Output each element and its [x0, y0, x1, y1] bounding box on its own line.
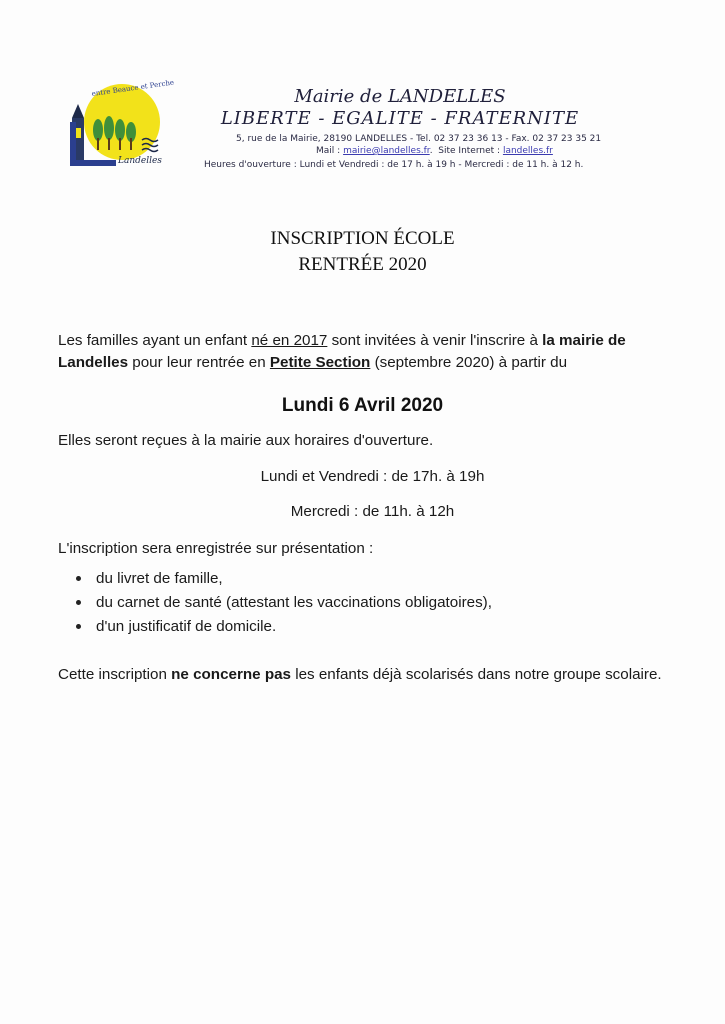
- closing-paragraph: [58, 664, 670, 686]
- list-item-text: d'un justificatif de domicile.: [96, 618, 277, 635]
- intro-text-2: sont invitées à venir l'inscrire à: [327, 332, 543, 349]
- intro-text-1: Les familles ayant un enfant: [58, 332, 252, 349]
- document-title: INSCRIPTION ÉCOLE: [270, 228, 455, 249]
- mairie-contact: Mail : mairie@landelles.fr. Site Internet : landelles.fr: [316, 146, 553, 156]
- bullet-icon: [76, 600, 81, 605]
- reception-text: Elles seront reçues à la mairie aux horaires d'ouverture.: [58, 432, 434, 449]
- mail-link[interactable]: mairie@landelles.fr: [343, 146, 430, 156]
- bullet-icon: [76, 624, 81, 629]
- hours-wednesday: Mercredi : de 11h. à 12h: [290, 503, 455, 520]
- opening-hours-header: Heures d'ouverture : Lundi et Vendredi : de 17 h. à 19 h - Mercredi : de 11 h. à 12 h.: [204, 160, 584, 170]
- mail-label: Mail :: [316, 146, 341, 156]
- closing-text-1: Cette inscription: [58, 666, 172, 683]
- logo-arc-text: entre Beauce et Perche: [91, 78, 175, 98]
- list-item: [74, 591, 492, 615]
- document-subtitle: RENTRÉE 2020: [298, 254, 427, 275]
- required-documents-list: [74, 567, 492, 639]
- site-link[interactable]: landelles.fr: [502, 146, 553, 156]
- logo-wordmark: Landelles: [118, 156, 162, 166]
- section-emphasis: Petite Section: [269, 354, 371, 371]
- exclusion-emphasis: ne concerne pas: [171, 666, 291, 683]
- site-label: Site Internet :: [438, 146, 501, 156]
- republic-motto: LIBERTE - EGALITE - FRATERNITE: [220, 108, 580, 129]
- registration-date: Lundi 6 Avril 2020: [281, 395, 444, 416]
- mairie-emphasis: la mairie de Landelles: [58, 332, 626, 371]
- hours-monday-friday: Lundi et Vendredi : de 17h. à 19h: [260, 468, 485, 485]
- landelles-logo: [62, 78, 192, 178]
- mairie-title: Mairie de LANDELLES: [294, 86, 506, 107]
- logo-graphic: [62, 78, 192, 178]
- list-item-text: du livret de famille,: [96, 570, 223, 587]
- birth-year-emphasis: né en 2017: [251, 332, 328, 349]
- mairie-address: 5, rue de la Mairie, 28190 LANDELLES - Tel. 02 37 23 36 13 - Fax. 02 37 23 35 21: [236, 134, 602, 144]
- intro-paragraph: [58, 330, 670, 374]
- intro-text-4: (septembre 2020) à partir du: [370, 354, 568, 371]
- presentation-text: L'inscription sera enregistrée sur présentation :: [58, 540, 374, 557]
- bullet-icon: [76, 576, 81, 581]
- list-item: [74, 567, 492, 591]
- closing-text-2: les enfants déjà scolarisés dans notre groupe scolaire.: [291, 666, 662, 683]
- list-item-text: du carnet de santé (attestant les vaccinations obligatoires),: [96, 594, 492, 611]
- list-item: [74, 615, 492, 639]
- intro-text-3: pour leur rentrée en: [128, 354, 270, 371]
